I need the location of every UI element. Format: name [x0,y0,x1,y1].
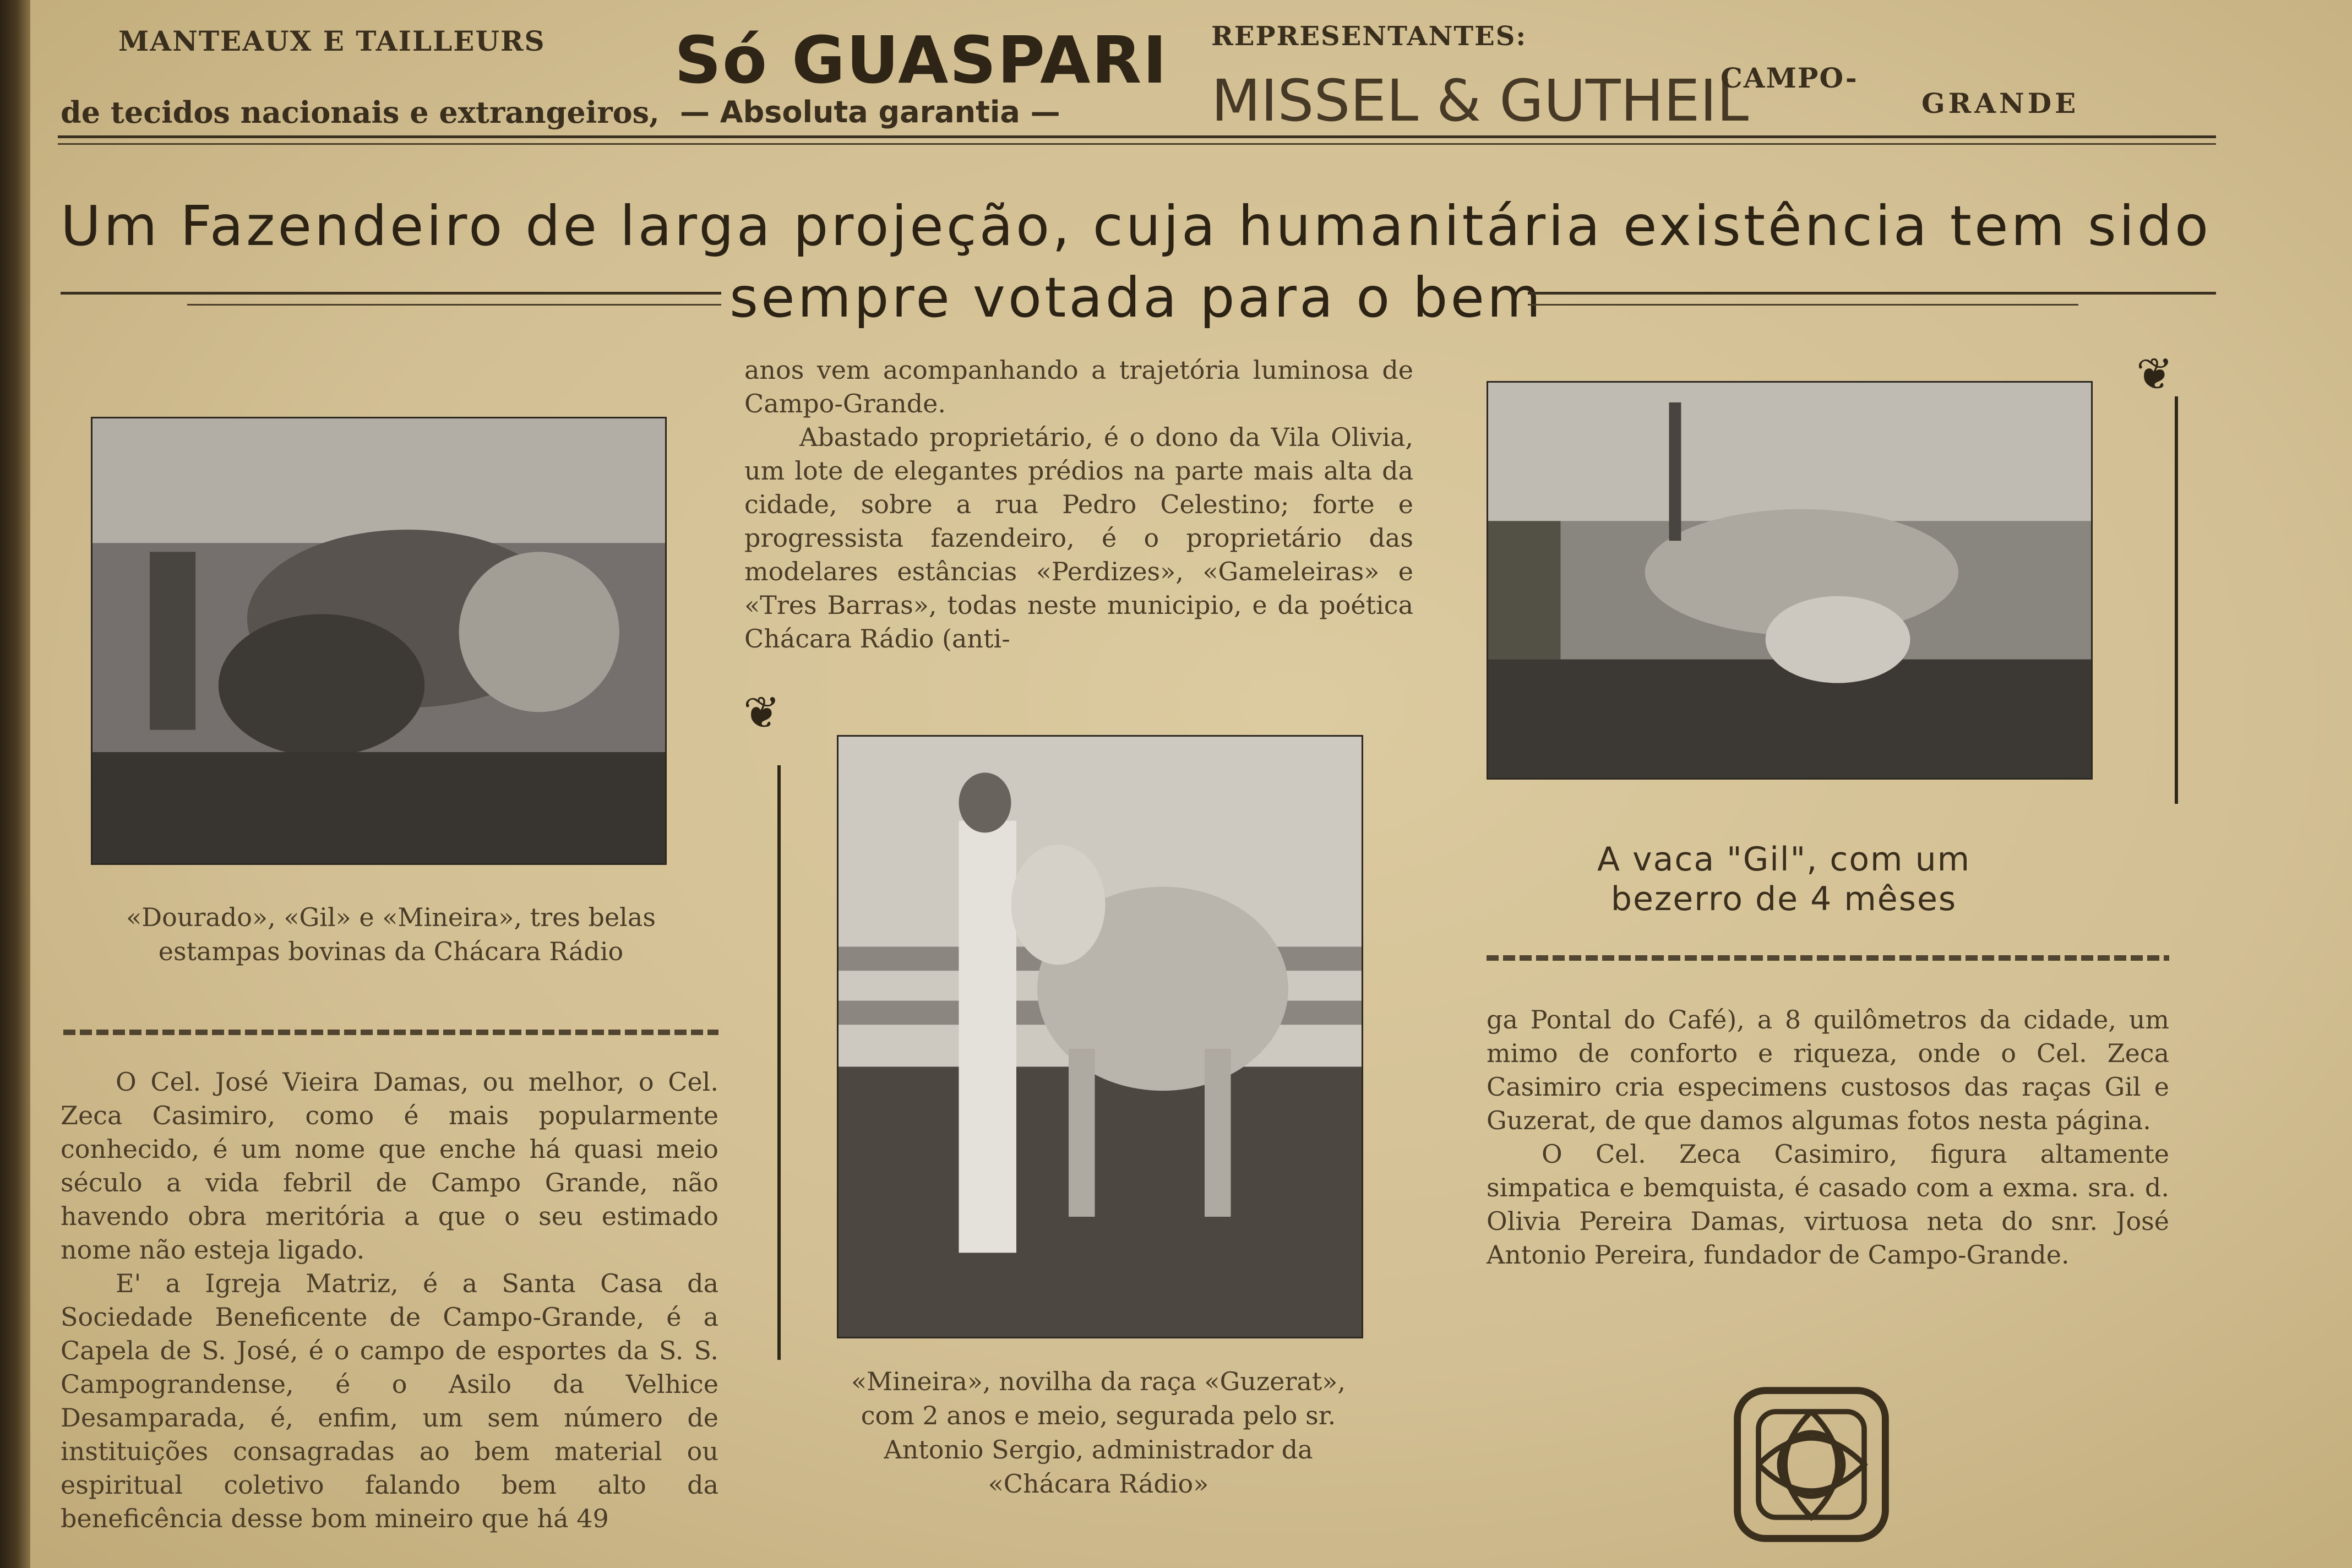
ornament-flourish-right-icon: ❦ [2136,349,2174,400]
brand-title: Só GUASPARI [674,22,1168,98]
article-column-middle [744,353,1413,656]
middle-paragraph-2: Abastado proprietário, é o dono da Vila Olivia, um lote de elegantes prédios na parte mais alta da cidade, sobre a rua Pedro Celestino; forte e progressista fazendeiro, é o proprietário das modelares estâncias «Perdizes», «Gameleiras» e «Tres Barras», todas neste municipio, e da poética Chácara Rádio (anti- [744,422,1413,654]
middle-paragraph-1: anos vem acompanhando a trajetória luminosa de Campo-Grande. [744,355,1413,418]
brand-subtitle: — Absoluta garantia — [680,95,1060,129]
caption-photo3: A vaca "Gil", com um bezerro de 4 mêses [1597,840,1971,918]
photo-heifer-mineira [837,735,1363,1338]
ornament-flourish-icon: ❦ [743,687,781,738]
headline-rule-right [1528,292,2216,295]
headline-rule-right-2 [1528,304,2078,306]
headline-line1: Um Fazendeiro de larga projeção, cuja humanitária existência tem sido [61,194,2212,258]
middle-vertical-rule [777,765,781,1360]
city-line2: GRANDE [1921,87,2079,119]
left-paragraph-2: E' a Igreja Matriz, é a Santa Casa da Sociedade Beneficente de Campo-Grande, é a Capela de S. José, é o campo de esportes da S. S. Campograndense, é o Asilo da Velhice Desamparada, é, enfim, um sem número de instituições consagradas ao bem material ou espiritual coletivo falando bem alto da beneficência desse bom mineiro que há 49 [61,1268,718,1533]
article-column-right [1487,1003,2169,1272]
city-line1: CAMPO- [1721,62,1858,94]
divider-left [63,1030,718,1035]
header-left-line1: MANTEAUX E TAILLEURS [118,25,546,57]
book-binding [0,0,30,1568]
header-left-line2: de tecidos nacionais e extrangeiros, [61,95,660,130]
representatives-label: REPRESENTANTES: [1211,21,1527,52]
knot-ornament-icon [1723,1376,1899,1553]
left-paragraph-1: O Cel. José Vieira Damas, ou melhor, o Cel. Zeca Casimiro, como é mais popularmente conhecido, é um nome que enche há quasi meio século a vida febril de Campo Grande, não havendo obra meritória a que o seu estimado nome não esteja ligado. [61,1067,718,1265]
divider-right [1487,955,2169,961]
headline-line2: sempre votada para o bem [729,265,1544,330]
right-vertical-rule [2175,396,2178,804]
representatives-name: MISSEL & GUTHEIL [1211,67,1749,134]
caption-photo2: «Mineira», novilha da raça «Guzerat», com 2 anos e meio, segurada pelo sr. Antonio Sergio, administrador da «Chácara Rádio» [851,1366,1346,1499]
photo-cattle-group [91,417,667,865]
headline-rule-left [61,292,721,295]
header-underline [58,135,2216,138]
caption-photo1: «Dourado», «Gil» e «Mineira», tres belas estampas bovinas da Chácara Rádio [126,902,656,966]
right-paragraph-2: O Cel. Zeca Casimiro, figura altamente simpatica e bemquista, é casado com a exma. sra. d. Olivia Pereira Damas, virtuosa neta do snr. José Antonio Pereira, fundador de Campo-Grande. [1487,1139,2169,1270]
header-underline-thin [58,143,2216,145]
photo-cow-gil-calf [1487,381,2093,780]
headline-rule-left-2 [187,304,721,306]
right-paragraph-1: ga Pontal do Café), a 8 quilômetros da cidade, um mimo de conforto e riqueza, onde o Cel. Zeca Casimiro cria especimens custosos das raças Gil e Guzerat, de que damos algumas fotos nesta página. [1487,1005,2169,1135]
article-column-left [61,1065,718,1536]
